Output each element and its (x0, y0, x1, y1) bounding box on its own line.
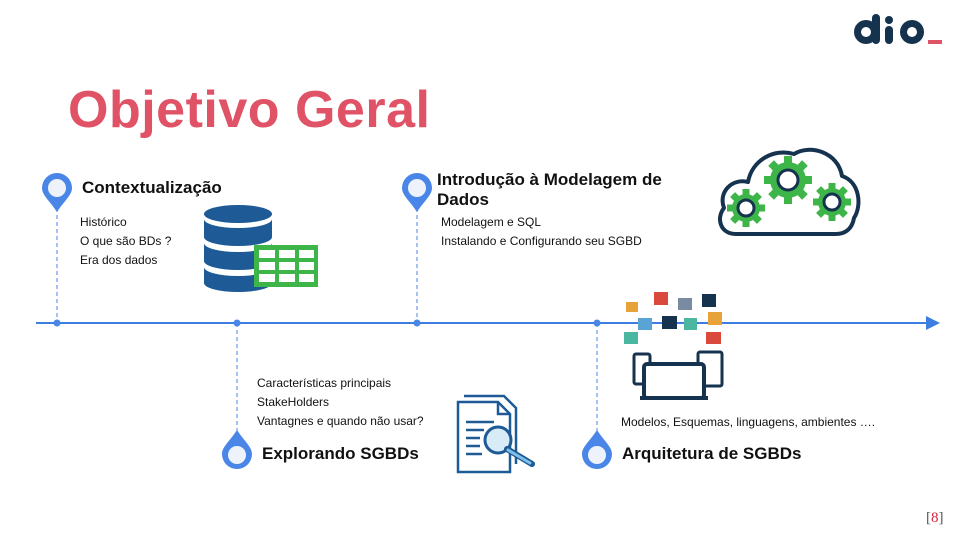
timeline-arrow (926, 316, 940, 330)
section-arquitetura-items (621, 413, 875, 432)
list-item: StakeHolders (257, 395, 330, 409)
pin-icon (582, 430, 612, 469)
list-item: Vantagnes e quando não usar? (257, 414, 424, 428)
document-search-icon (454, 394, 538, 476)
section-arquitetura-title: Arquitetura de SGBDs (622, 444, 802, 463)
list-item: Características principais (257, 376, 392, 390)
pin-icon (222, 430, 252, 469)
section-introducao-title: Introdução à Modelagem de Dados (437, 170, 662, 209)
timeline-dot (594, 320, 601, 327)
pin-icon (42, 173, 72, 212)
list-item: Instalando e Configurando seu SGBD (441, 234, 642, 248)
list-item: O que são BDs ? (80, 234, 172, 248)
section-explorando-title: Explorando SGBDs (262, 444, 419, 463)
timeline-dot (234, 320, 241, 327)
list-item: Modelos, Esquemas, linguagens, ambientes …. (621, 415, 876, 429)
page-number: [8] (926, 510, 944, 526)
pin-icon (402, 173, 432, 212)
timeline-dot (414, 320, 421, 327)
section-contextualizacao-items (80, 213, 171, 270)
devices-apps-icon (620, 290, 732, 402)
list-item: Histórico (80, 215, 127, 229)
section-contextualizacao-title: Contextualização (82, 178, 222, 197)
timeline-dot (54, 320, 61, 327)
page-title: Objetivo Geral (68, 81, 431, 139)
list-item: Modelagem e SQL (441, 215, 542, 229)
database-spreadsheet-icon (202, 205, 320, 293)
section-introducao-items (441, 213, 642, 251)
section-explorando-items (257, 374, 424, 431)
list-item: Era dos dados (80, 253, 158, 267)
cloud-gears-icon (714, 142, 862, 238)
